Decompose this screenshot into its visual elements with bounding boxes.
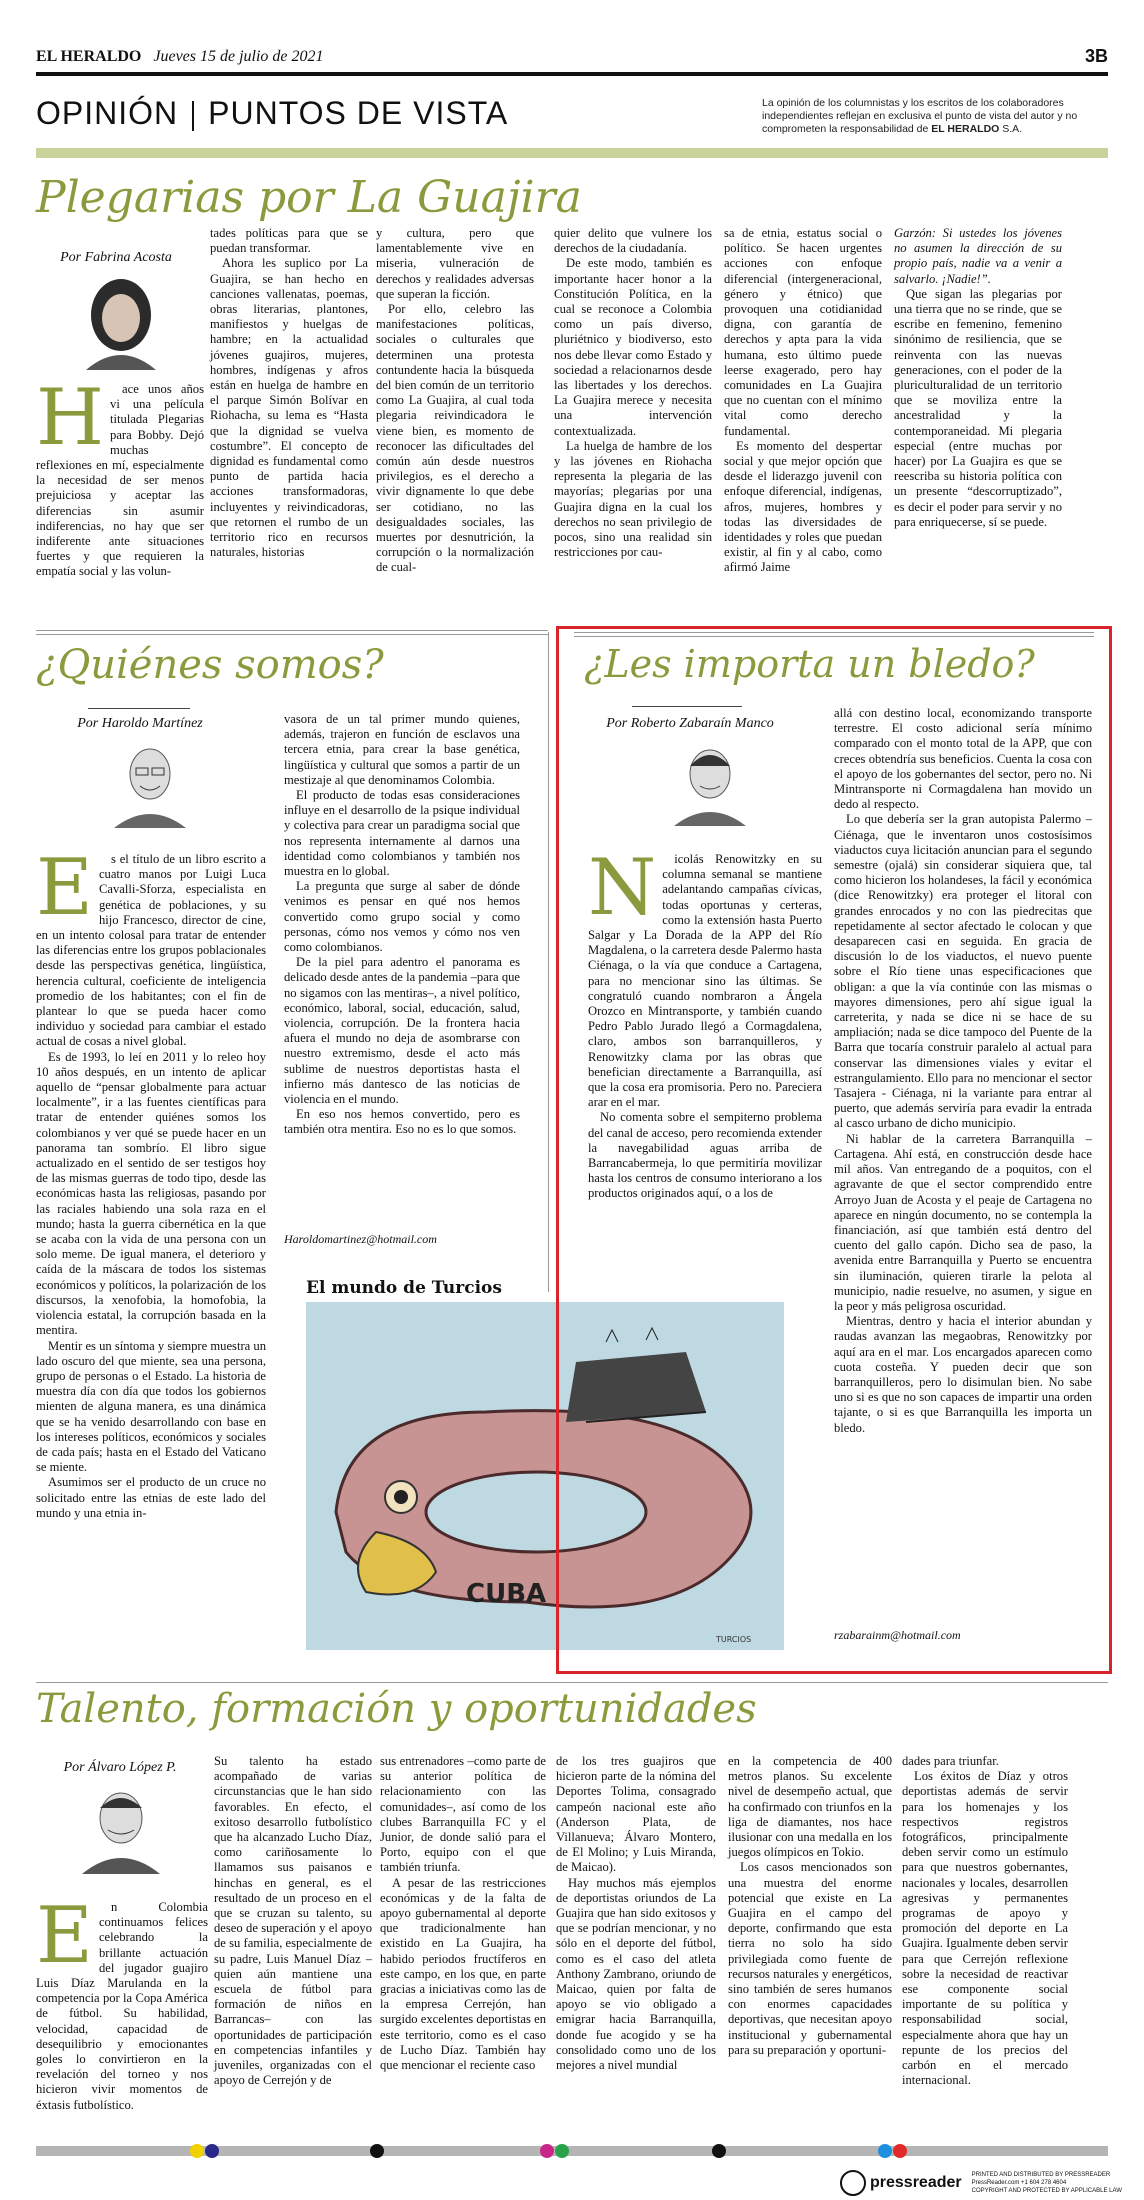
paragraph: Por ello, celebro las manifestaciones políticas, sociales o culturales que determinen una protesta contundente hacia la búsqueda del bien común de un territorio como La Guajira, al cual toda plegaria reivindicadora le viene bien, es momento de reconocer las dificultades del común aún desde nuestros privilegios, es el derecho a vivir dignamente lo que debe ser cotidiano, no las desigualdades sociales, las muertes por desnutrición, la corrupción o la normalización de cual- (376, 302, 534, 575)
author-portrait-roberto (672, 738, 748, 826)
registration-dot-black (370, 2144, 384, 2158)
article-1-col-6 (894, 226, 1062, 530)
cartoon-title: El mundo de Turcios (306, 1278, 502, 1298)
article-3-dropcap: N (588, 843, 657, 933)
article-4-col-5 (728, 1754, 892, 2058)
author-portrait-fabrina (76, 270, 166, 370)
paragraph: Es momento del despertar social y que mejor opción que desde el liderazgo juvenil con enfoque diferencial, indígenas, afros, mujeres, hombres y todas las diversidades de identidades y roles que puedan existir, al fin y al cabo, como afirmó Jaime (724, 438, 882, 575)
disclaimer-suffix: S.A. (1002, 123, 1023, 135)
paragraph: sa de etnia, estatus social o político. Se hacen urgentes acciones con enfoque diferencial (intergeneracional, género y étnico) que provoquen una cotidianidad digna, con garantía de derechos y apta para la vida humana, esto último puede leerse exagerado, pero hay comunidades en La Guajira que no cuentan con el mínimo vital como derecho fundamental. (724, 226, 882, 438)
article-3-col-2 (834, 706, 1092, 1436)
paragraph: ace unos años vi una película titulada Plegarias para Bobby. Dejó muchas reflexiones en mí, especialmente la necesidad de ser menos prejuiciosa y aceptar las diferencias sin asumir indiferencias, no hay que ser indiferente ante situaciones fuertes y que requieren la empatía social y las volun- (36, 382, 204, 579)
author-portrait-haroldo (110, 736, 190, 828)
divider (36, 630, 548, 631)
masthead (36, 48, 324, 66)
paragraph: quier delito que vulnere los derechos de la ciudadanía. (554, 226, 712, 256)
article-4-byline: Por Álvaro López P. (63, 1760, 177, 1775)
divider (574, 632, 1094, 633)
article-4-col-1 (36, 1891, 208, 2113)
pressreader-line: PRINTED AND DISTRIBUTED BY PRESSREADER (971, 2172, 1111, 2178)
paragraph: Garzón: Si ustedes los jóvenes no asumen la dirección de su propio país, nadie va a venir a salvarlo. ¡Nadie!”. (894, 226, 1062, 286)
paragraph: tades políticas para que se puedan transformar. (210, 226, 368, 256)
paragraph: La pregunta que surge al saber de dónde venimos es pensar en qué nos hemos convertido como grupo social y como personas, cómo nos vemos y cómo nos ven como colombianos. (284, 879, 520, 955)
article-4-col-2 (214, 1754, 372, 2088)
paragraph: vasora de un tal primer mundo quienes, además, trajeron en función de esclavos una tercera etnia, para crear la base genética, lingüística y cultural que somos a partir de un mestizaje al que denominamos Colombia. (284, 712, 520, 787)
paragraph: De este modo, también es importante hacer honor a la Constitución Política, en la cual se reconoce a Colombia como un país diverso, pluriétnico y biodiverso, esto nos debe llevar como Estado y sociedad a relacionarnos desde las libertades y los derechos. La Guajira merece y necesita una intervención contextualizada. (554, 256, 712, 438)
article-4-col-6 (902, 1754, 1068, 2088)
paragraph: allá con destino local, economizando transporte terrestre. El costo adicional sería mínimo comparado con el monto total de la APP, que con creces obtendría sus beneficios. Cuenta la cosa con el apoyo de los gobernantes del sector, pero no. Ni Mintransporte ni Cormagdalena han movido un dedo al respecto. (834, 706, 1092, 812)
paragraph: Hay muchos más ejemplos de deportistas oriundos de La Guajira que han sido exitosos y que se podrían mencionar, y no sólo en el deporte del fútbol, como es el caso del atleta Anthony Zambrano, oriundo de Maicao, quien por falta de apoyo se vio obligado a emigrar hacia Barranquilla, donde fue acogido y se ha consolidado como uno de los mejores a nivel mundial (556, 1875, 716, 2073)
paragraph: A pesar de las restricciones económicas y de la falta de apoyo gubernamental al deporte que tradicionalmente han existido en La Guajira, ha habido periodos fructíferos en este campo, en los que, en parte gracias a iniciativas como las de la empresa Cerrejón, han surgido excelentes deportistas en este territorio, como es el caso de Lucho Díaz. También hay que mencionar el reciente caso (380, 1875, 546, 2073)
byline-rule (632, 706, 742, 707)
registration-dot-magenta (540, 2144, 554, 2158)
pressreader-line: PressReader.com +1 604 278 4604 (971, 2180, 1067, 2186)
article-4-col-4 (556, 1754, 716, 2073)
paragraph: Ahora les suplico por La Guajira, se han hecho en canciones vallenatas, poemas, obras literarias, plantones, manifiestos y huelgas de hambre; en la actualidad jóvenes guajiros, mujeres, hombres, indígenas y afros están en huelga de hambre en el parque Simón Bolívar en Riohacha, su lema es “Hasta que la dignidad se vuelva costumbre”. El concepto de dignidad es fundamental como punto de partida hacia acciones transformadoras, incluyentes y reivindicadoras, que retornen el rumbo de un territorio rico en recursos naturales, historias (210, 256, 368, 560)
article-2-col-2 (284, 712, 520, 1138)
article-1-col-2 (210, 226, 368, 560)
paragraph: En eso nos hemos convertido, pero es también otra mentira. Eso no es lo que somos. (284, 1107, 520, 1137)
disclaimer (762, 97, 1102, 136)
article-2-headline: ¿Quiénes somos? (36, 642, 384, 688)
issue-date: Jueves 15 de julio de 2021 (153, 48, 324, 65)
paragraph: Es de 1993, lo leí en 2011 y lo releo hoy 10 años después, en un intento de aplicar aquello de “pensar globalmente para actuar localmente”, ir a las fuentes científicas para tratar de entender quiénes somos los colombianos y ver qué se puede hacer en un panorama tan sombrío. El libro sigue actualizado en el sentido de ser testigos hoy de las mismas guerras de todo tipo, desde las económicas hasta las religiosas, pasando por las raciales habiendo una sola raza en el mundo; hasta la guerra cibernética en la que se acaba con la vida de una persona con un solo meme. De igual manera, el deterioro y caída de la máscara de todos los sistemas económicos y políticos, la polarización de los discursos, la xenofobia, la homofobia, la violencia estatal, la corrupción basada en la mentira. (36, 1049, 266, 1338)
registration-dot-black (712, 2144, 726, 2158)
article-2-byline: Por Haroldo Martínez (77, 716, 203, 731)
divider (36, 1682, 1108, 1683)
section-left: OPINIÓN (36, 95, 179, 131)
paragraph: Que sigan las plegarias por una tierra que no se rinde, que se escribe en femenino, femenino sinónimo de resiliencia, que se reinventa con las nuevas generaciones, con el poder de la pluriculturalidad de un territorio que se moviliza entre la ancestralidad y la contemporaneidad. Mi plegaria especial (entre muchas por hacer) por La Guajira es que se reescriba su historia política con un presente “descorruptizado”, es decir el poder para servir y no para enriquecerse, sí se puede. (894, 286, 1062, 529)
article-2-col-1 (36, 843, 266, 1521)
article-3-email[interactable]: rzabarainm@hotmail.com (834, 1628, 961, 1642)
article-1-col-5 (724, 226, 882, 576)
article-2-email[interactable]: Haroldomartinez@hotmail.com (284, 1232, 437, 1246)
pressreader-info (972, 2171, 1122, 2195)
paragraph: Los éxitos de Díaz y otros deportistas además de servir para los homenajes y los respectivos registros fotográficos, principalmente deben servir como un estímulo para que nuestros gobernantes, nacionales y locales, desarrollen agresivas y permanentes programas de apoyo y promoción del deporte en La Guajira. Igualmente deben servir para que Cerrejón reflexione sobre la necesidad de reactivar ese componente social importante de su política y responsabilidad social, especialmente ahora que hay un repunte de los precios del carbón en el mercado internacional. (902, 1769, 1068, 2088)
paragraph: Ni hablar de la carretera Barranquilla – Cartagena. Ahí está, en construcción desde hace mil años. Van entregando de a poquitos, con el agravante de que el sector comprendido entre Arroyo Juan de Acosta y el peaje de Cartagena no aparece en ningún documento, no se contempla la financiación, así que también está dentro del cuento del gallo capón. Dicho sea de paso, la avenida entre Barranquilla y Puerto se encuentra sin iluminación, quieren tirarle la pelota al municipio, nadie resuelve, no asumen, y sigue en la peor y más peligrosa oscuridad. (834, 1131, 1092, 1313)
paragraph: No comenta sobre el sempiterno problema del canal de acceso, pero recomienda extender la navegabilidad aguas arriba de Barrancabermeja, lo que permitiría movilizar hasta los centros de consumo interiorano a los productos originados aquí, o a los de (588, 1110, 822, 1201)
registration-dot-red (893, 2144, 907, 2158)
paragraph: n Colombia continuamos felices celebrando la brillante actuación del jugador guajiro Luis Díaz Marulanda en la competencia por la Copa América de fútbol. Su habilidad, velocidad, capacidad de desequilibrio y emocionantes goles lo convirtieron en la revelación del torneo y nos hicieron vivir momentos de éxtasis futbolístico. (36, 1900, 208, 2112)
article-4-headline: Talento, formación y oportunidades (36, 1686, 757, 1732)
paragraph: s el título de un libro escrito a cuatro manos por Luigi Luca Cavalli-Sforza, especialista en genética de poblaciones, y su hijo Francesco, director de cine, en un intento colosal para tratar de entender las diferencias entre los grupos poblacionales desde las perspectivas genética, lingüística, herencia cultural, coeficiente de inteligencia promedio de los habitantes; con el fin de plantear lo que se pueda hacer como individuo y sociedad para cambiar el estado actual de cosas a nivel global. (36, 852, 266, 1049)
article-1-col-1 (36, 373, 204, 580)
registration-dot-cyan (878, 2144, 892, 2158)
pressreader-footer (840, 2170, 1122, 2196)
author-portrait-alvaro (80, 1780, 162, 1874)
registration-dot-green (555, 2144, 569, 2158)
registration-dot-blue (205, 2144, 219, 2158)
article-3-col-1 (588, 843, 822, 1202)
article-1-col-3 (376, 226, 534, 576)
paragraph: dades para triunfar. (902, 1754, 999, 1768)
paragraph: Asumimos ser el producto de un cruce no solicitado entre las etnias de este lado del mundo y una etnia in- (36, 1475, 266, 1520)
article-3-byline: Por Roberto Zabaraín Manco (606, 716, 774, 731)
paragraph: de los tres guajiros que hicieron parte de la nómina del Deportes Tolima, consagrado campeón nacional este año (Anderson Plata, de Villanueva; Álvaro Montero, de El Molino; y Luis Miranda, de Maicao). (556, 1754, 716, 1875)
article-4-col-3 (380, 1754, 546, 2073)
page-number: 3B (1084, 46, 1108, 66)
divider (36, 634, 548, 635)
disclaimer-text: La opinión de los columnistas y los escritos de los colaboradores independientes reflejan en exclusiva el punto de vista del autor y no comprometen la responsabilidad de (762, 97, 1078, 135)
paragraph: Mentir es un síntoma y siempre muestra un lado oscuro del que miente, sea una persona, grupo de personas o el Estado. La historia de muestra día con día que todos los gobiernos mienten de alguna manera, es una dinámica que se ha venido desarrollando con base en los intereses políticos, económicos y sociales de cada país; hasta en el Estado del Vaticano se miente. (36, 1338, 266, 1475)
section-divider (192, 101, 194, 131)
pressreader-line: COPYRIGHT AND PROTECTED BY APPLICABLE LAW (971, 2188, 1122, 2194)
paragraph: El producto de todas esas consideraciones influye en el desarrollo de la psique individual y colectiva para crear un paradigma social que nos representa internamente al darnos una identidad como colombianos y también nos muestra en lo global. (284, 788, 520, 879)
cartoon-signature: TURCIOS (716, 1635, 752, 1644)
paragraph: y cultura, pero que lamentablemente vive en miseria, vulneración de derechos y realidades adversas que superan la ficción. (376, 226, 534, 301)
disclaimer-paper: EL HERALDO (931, 123, 1000, 135)
column-divider (548, 632, 549, 1292)
paragraph: icolás Renowitzky en su columna semanal se mantiene adelantando campañas cívicas, todas oportunas y certeras, como la extensión hasta Puerto Salgar y La Dorada de la APP del Río Magdalena, o la carretera desde Palermo hasta Ciénaga, o la vía que conduce a Cartagena, para no mencionar sino las últimas. Se congratuló cuando nombraron a Ángela Orozco en Mintransporte, y también cuando Pedro Pablo Jurado llegó a Cormagdalena, claro, ambos son barranquilleros, y Renowitzky clama por las obras que benefician directamente a Barranquilla, así que la cosa era promisoria. Pero no. Pareciera arar en el mar. (588, 852, 822, 1110)
paragraph: Mientras, dentro y hacia el interior abundan y raudas avanzan las megaobras, Renowitzky por aquí ara en el mar. Los encargados aparecen como cuota costeña. Y pueden decir que son barranquilleros, pero lo disimulan bien. No sabe uno si es que no son capaces de impartir una orden tajante, o si es que Barranquilla les importa un bledo. (834, 1314, 1092, 1435)
cartoon-label: CUBA (466, 1579, 547, 1609)
article-1-byline: Por Fabrina Acosta (60, 250, 172, 265)
pressreader-brand: pressreader (870, 2174, 962, 2191)
paragraph: Lo que debería ser la gran autopista Palermo – Ciénaga, que le inventaron unos costosísimos viaductos cuya licitación anuncian para el segundo semestre (ojalá) sin considerar siquiera que, tal como hicieron los holandeses, la fácil y económica (dice Renowitzky) era proteger el litoral con grandes enrocados y no con las piedrecitas que repetidamente al sector afectado le colocan y que desaparecen casi en seguida. En gracia de discusión lo de los viaductos, el nuevo puente sobre el Río tiene unas especificaciones que obligan: a que la vía continúe con las mismas o mayores dimensiones, pero ahí sigue igual la carreterita, y nada se dice ni se hace de su ampliación; nada se dice tampoco del Puente de la Barra que tocaría construir paralelo al actual para conservar las dimensiones viales y evitar el estrangulamiento. Ello para no mencionar el sector Tasajera - Ciénaga, ni la variante para entrar al puerto, que además serviría para evadir la entrada al casco urbano de dicho municipio. (834, 812, 1092, 1131)
section-title (36, 95, 508, 132)
article-1-headline: Plegarias por La Guajira (36, 172, 582, 223)
pressreader-logo-icon (840, 2170, 866, 2196)
section-right: PUNTOS DE VISTA (208, 95, 509, 131)
article-3-headline: ¿Les importa un bledo? (584, 642, 1035, 686)
article-2-dropcap: E (36, 843, 93, 933)
section-green-bar (36, 148, 1108, 158)
article-1-dropcap: H (36, 373, 105, 463)
divider (574, 636, 1094, 637)
registration-dot-yellow (190, 2144, 204, 2158)
paragraph: La huelga de hambre de los y las jóvenes en Riohacha representa la plegaria de las mayorías; plegarias por una Guajira digna en la cual los derechos no sean privilegio de pocos, sino una realidad sin restricciones por cau- (554, 438, 712, 560)
article-4-dropcap: E (36, 1891, 93, 1981)
paragraph: en la competencia de 400 metros planos. Su excelente nivel de desempeño actual, que ha confirmado con triunfos en la liga de diamantes, nos hace ilusionar con una medalla en los juegos olímpicos en Tokio. (728, 1754, 893, 1860)
paragraph: Su talento ha estado acompañado de varias circunstancias que le han sido favorables. En efecto, el exitoso desarrollo futbolístico que ha alcanzado Lucho Díaz, como cariñosamente lo llamamos sus paisanos e hinchas en general, es el resultado de un proceso en el que se cruzan su talento, su deseo de superación y el apoyo de su familia, especialmente de su padre, Luis Manuel Díaz –quien aún mantiene una escuela de fútbol para formación de niños en Barrancas– con las oportunidades de participación en competencias infantiles y juveniles, organizadas con el apoyo de Cerrejón y de (214, 1754, 372, 2088)
top-rule (36, 72, 1108, 76)
paper-name: EL HERALDO (36, 48, 142, 65)
article-1-col-4 (554, 226, 712, 560)
byline-rule (88, 708, 190, 709)
paragraph: Los casos mencionados son una muestra del enorme potencial que existe en La Guajira en el campo del deporte, confirmando que esta tierra no solo ha sido privilegiada como fuente de recursos naturales y energéticos, sino también de seres humanos con enormes capacidades deportivas, que necesitan apoyo institucional y gubernamental para su preparación y oportuni- (728, 1860, 892, 2057)
paragraph: De la piel para adentro el panorama es delicado desde antes de la pandemia –para que no sigamos con las mentiras–, a nivel político, económico, laboral, social, educación, salud, violencia, corrupción. De la frontera hacia afuera el mundo no deja de asombrarse con nuestro extremismo, desde el acto más sublime de nuestros deportistas hasta el infierno más dantesco de las noticias de violencia en el mundo. (284, 955, 520, 1107)
paragraph: sus entrenadores –como parte de su anterior política de relacionamiento con las comunidades–, así como de los clubes Barranquilla FC y el Junior, de donde salió para el Porto, equipo con el que también triunfa. (380, 1754, 546, 1875)
